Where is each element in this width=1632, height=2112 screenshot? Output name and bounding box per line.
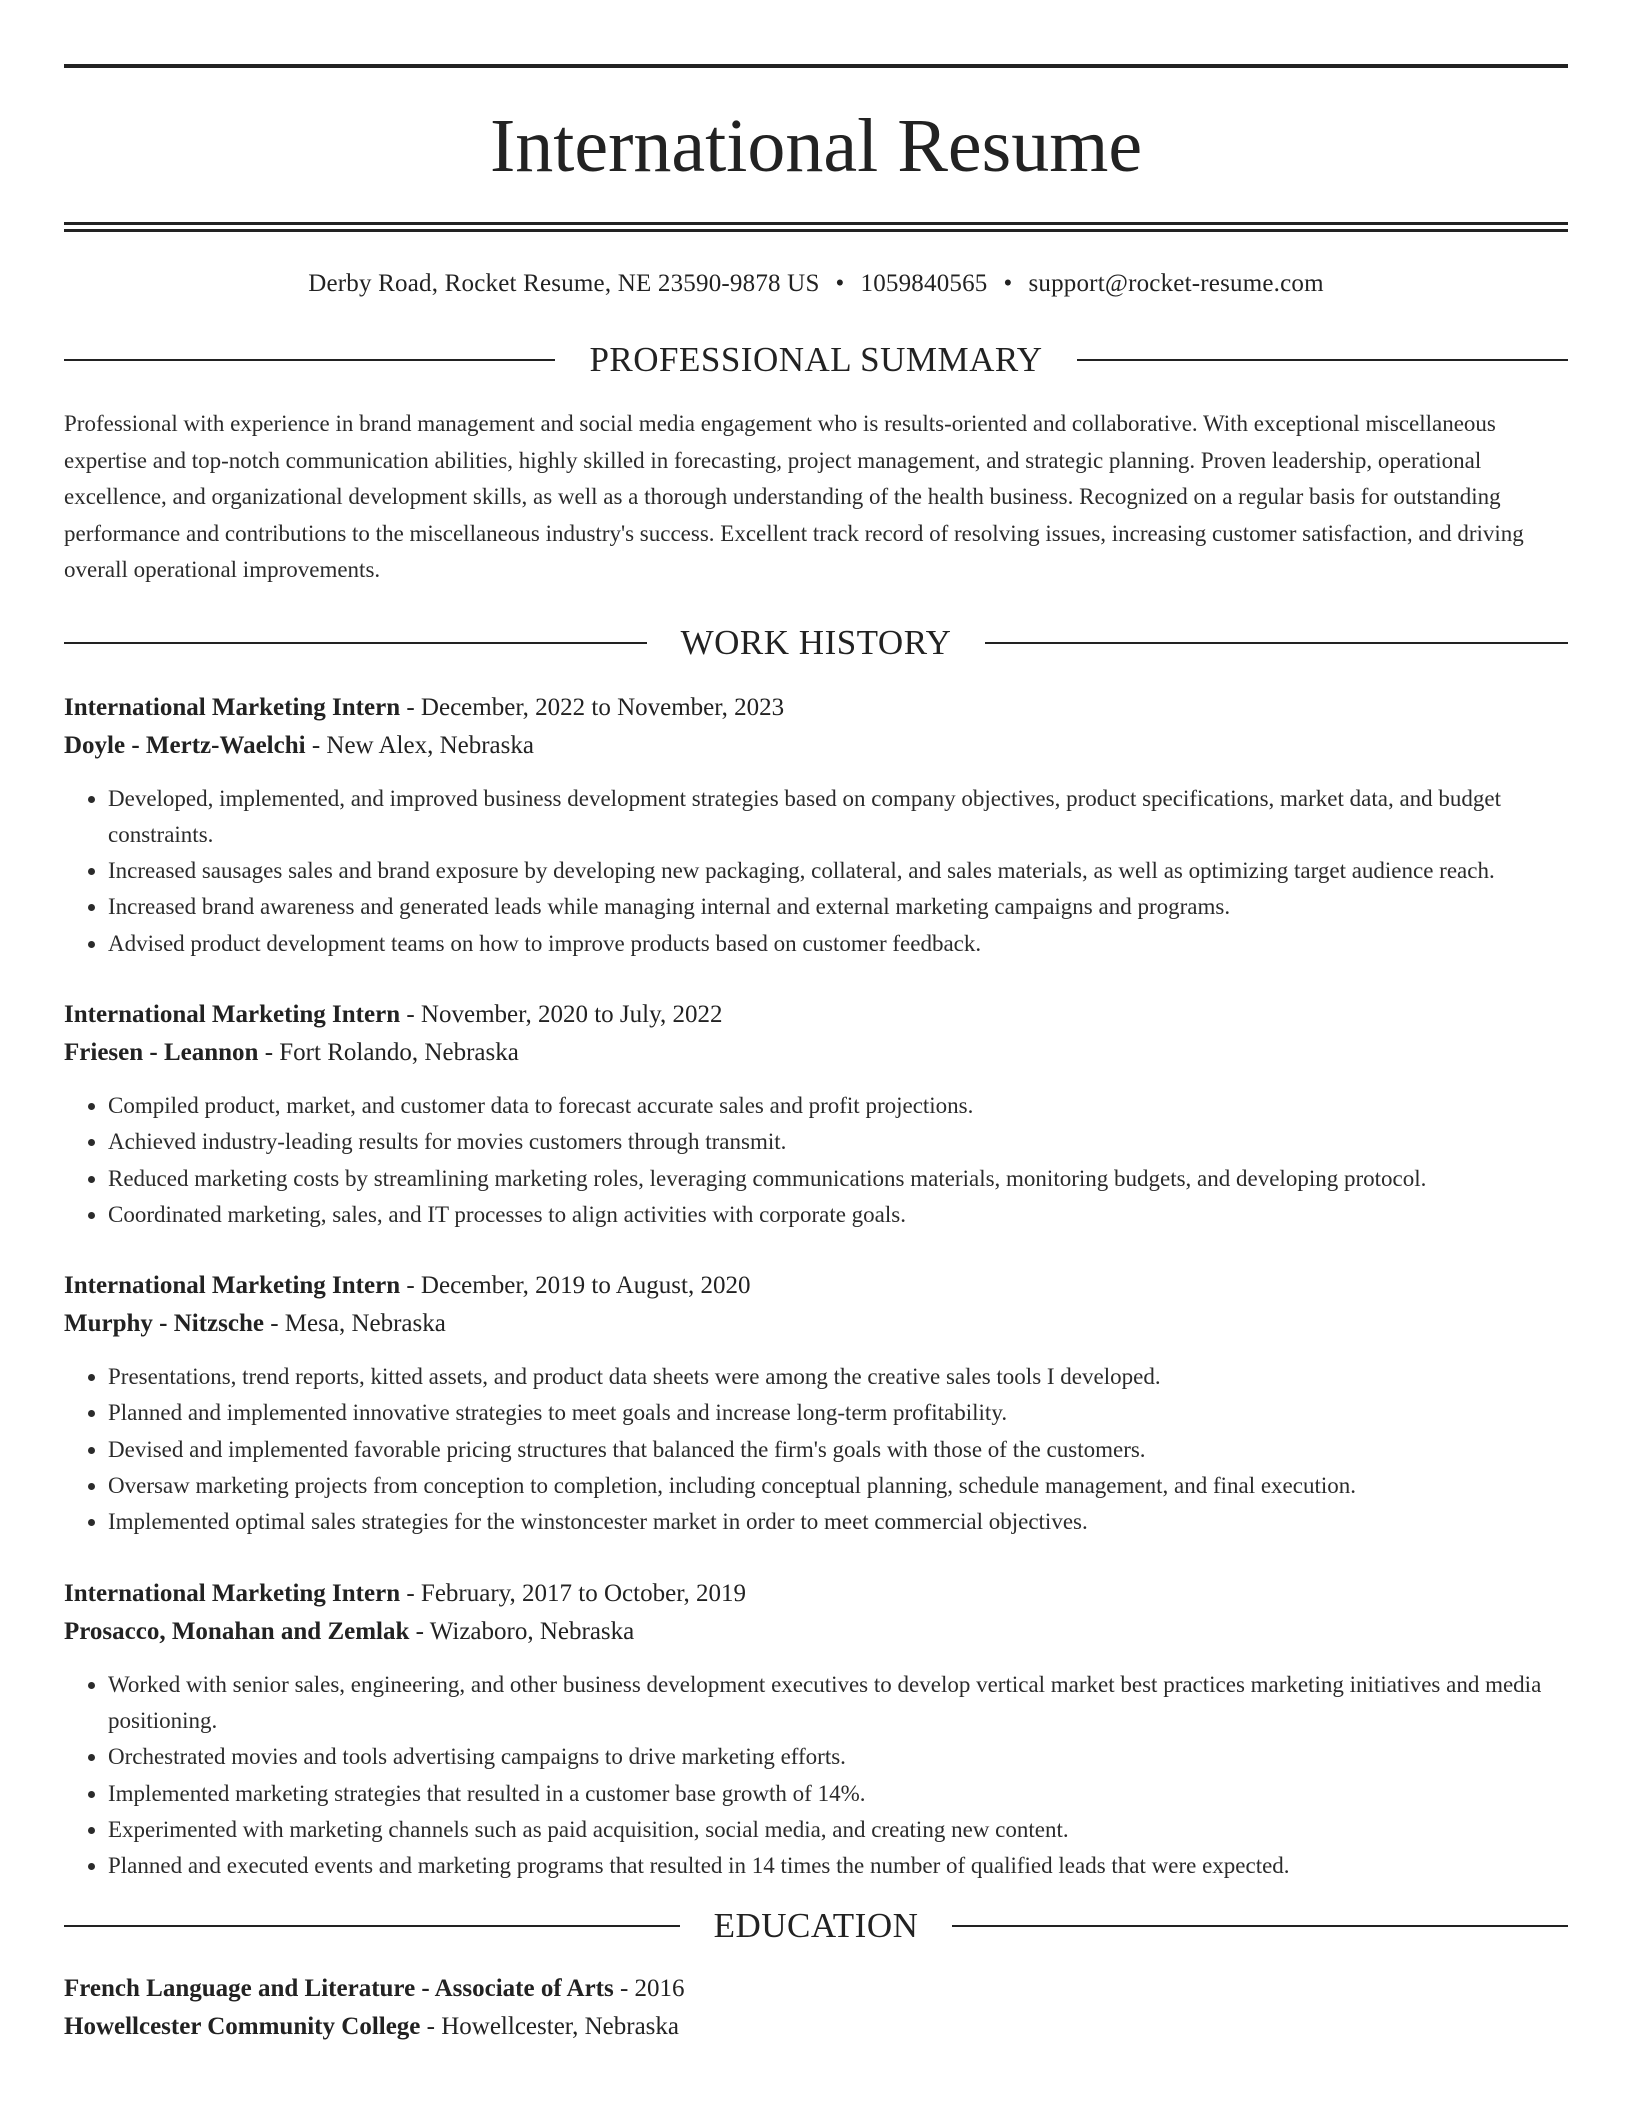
top-rule [64, 64, 1568, 68]
job-bullet: • Reduced marketing costs by streamlining marketing roles, leveraging communications materials, monitoring budgets, and developing protocol. [108, 1161, 1568, 1197]
job-title-line [64, 1575, 1568, 1613]
contact-separator: • [835, 270, 845, 297]
summary-text: Professional with experience in brand management and social media engagement who is results-oriented and collaborative. With exceptional miscellaneous expertise and top-notch communication abilities, highly skilled in forecasting, project management, and strategic planning. Proven leadership, operational excellence, and organizational development skills, as well as a thorough understanding of the health business. Recognized on a regular basis for outstanding performance and contributions to the miscellaneous industry's success. Excellent track record of resolving issues, increasing customer satisfaction, and driving overall operational improvements. [64, 411, 1524, 582]
job-company-line [64, 1305, 1568, 1343]
job-location: - Mesa, Nebraska [263, 1310, 446, 1338]
section-rule-left [64, 642, 647, 644]
job-dates: - February, 2017 to October, 2019 [400, 1579, 747, 1607]
job-bullet: • Devised and implemented favorable pricing structures that balanced the firm's goals with those of the customers. [108, 1432, 1568, 1468]
section-rule-left [64, 359, 555, 361]
job-title: International Marketing Intern [64, 693, 401, 721]
job-dates: - December, 2019 to August, 2020 [400, 1272, 751, 1300]
job-bullet: • Advised product development teams on how to improve products based on customer feedback. [108, 926, 1568, 962]
job-location: - Fort Rolando, Nebraska [258, 1038, 519, 1066]
education-section-heading [64, 1906, 1568, 1946]
job-dates: - December, 2022 to November, 2023 [400, 693, 785, 721]
job-bullet: • Achieved industry-leading results for movies customers through transmit. [108, 1124, 1568, 1160]
job-bullet: • Coordinated marketing, sales, and IT processes to align activities with corporate goals. [108, 1197, 1568, 1233]
education-entry [64, 1970, 1568, 2046]
job-bullet: • Planned and executed events and marketing programs that resulted in 14 times the number of qualified leads that were expected. [108, 1848, 1568, 1884]
job-title-line [64, 996, 1568, 1034]
education-school-line [64, 2008, 1568, 2046]
job-location: - Wizaboro, Nebraska [409, 1617, 635, 1645]
education-location: - Howellcester, Nebraska [420, 2013, 680, 2041]
job-entry [64, 996, 1568, 1233]
section-rule-left [64, 1925, 680, 1927]
job-bullet: • Oversaw marketing projects from conception to completion, including conceptual planning, schedule management, and final execution. [108, 1468, 1568, 1504]
job-title: International Marketing Intern [64, 1000, 401, 1028]
job-company: Prosacco, Monahan and Zemlak [64, 1617, 410, 1645]
education-degree-line [64, 1970, 1568, 2008]
job-company: Friesen - Leannon [64, 1038, 259, 1066]
summary-heading-label: PROFESSIONAL SUMMARY [589, 340, 1043, 379]
job-company-line [64, 727, 1568, 765]
job-title: International Marketing Intern [64, 1272, 401, 1300]
job-entry [64, 1267, 1568, 1540]
job-bullet: • Presentations, trend reports, kitted assets, and product data sheets were among the creative sales tools I developed. [108, 1359, 1568, 1395]
work-section-heading [64, 623, 1568, 663]
work-heading-label: WORK HISTORY [680, 622, 952, 662]
education-year: - 2016 [613, 1975, 685, 2003]
job-bullet: • Planned and implemented innovative strategies to meet goals and increase long-term profitability. [108, 1395, 1568, 1431]
job-title-line [64, 689, 1568, 727]
job-bullet: • Compiled product, market, and customer data to forecast accurate sales and profit projections. [108, 1088, 1568, 1124]
job-entry [64, 689, 1568, 962]
contact-email: support@rocket-resume.com [1028, 270, 1324, 297]
contact-address: Derby Road, Rocket Resume, NE 23590-9878 US [308, 270, 820, 297]
job-bullet: • Increased brand awareness and generated leads while managing internal and external marketing campaigns and programs. [108, 889, 1568, 925]
title-double-rule [64, 222, 1568, 232]
contact-separator: • [1003, 270, 1013, 297]
job-bullet: • Increased sausages sales and brand exposure by developing new packaging, collateral, and sales materials, as well as optimizing target audience reach. [108, 853, 1568, 889]
contact-phone: 1059840565 [860, 270, 988, 297]
job-bullet: • Orchestrated movies and tools advertising campaigns to drive marketing efforts. [108, 1739, 1568, 1775]
job-dates: - November, 2020 to July, 2022 [400, 1000, 723, 1028]
section-rule-right [985, 642, 1568, 644]
section-rule-right [1077, 359, 1568, 361]
education-school: Howellcester Community College [64, 2013, 421, 2041]
job-entry [64, 1575, 1568, 1885]
job-company-line [64, 1613, 1568, 1651]
job-bullets [64, 1088, 1568, 1233]
education-degree: French Language and Literature - Associate of Arts [64, 1975, 614, 2003]
job-bullet: • Experimented with marketing channels such as paid acquisition, social media, and creating new content. [108, 1812, 1568, 1848]
contact-line [64, 268, 1568, 300]
job-bullets [64, 1359, 1568, 1540]
job-bullet: • Implemented optimal sales strategies for the winstoncester market in order to meet commercial objectives. [108, 1504, 1568, 1540]
job-bullet: • Developed, implemented, and improved business development strategies based on company objectives, product specifications, market data, and budget constraints. [108, 781, 1568, 854]
summary-section-heading [64, 340, 1568, 380]
job-company-line [64, 1034, 1568, 1072]
job-bullet: • Worked with senior sales, engineering, and other business development executives to develop vertical market best practices marketing initiatives and media positioning. [108, 1667, 1568, 1740]
job-bullets [64, 1667, 1568, 1885]
job-bullets [64, 781, 1568, 962]
job-company: Doyle - Mertz-Waelchi [64, 731, 306, 759]
job-bullet: • Implemented marketing strategies that resulted in a customer base growth of 14%. [108, 1776, 1568, 1812]
section-rule-right [952, 1925, 1568, 1927]
job-title: International Marketing Intern [64, 1579, 401, 1607]
job-company: Murphy - Nitzsche [64, 1310, 264, 1338]
job-location: - New Alex, Nebraska [305, 731, 534, 759]
education-heading-label: EDUCATION [713, 1906, 919, 1946]
resume-title: International Resume [489, 104, 1143, 188]
job-title-line [64, 1267, 1568, 1305]
